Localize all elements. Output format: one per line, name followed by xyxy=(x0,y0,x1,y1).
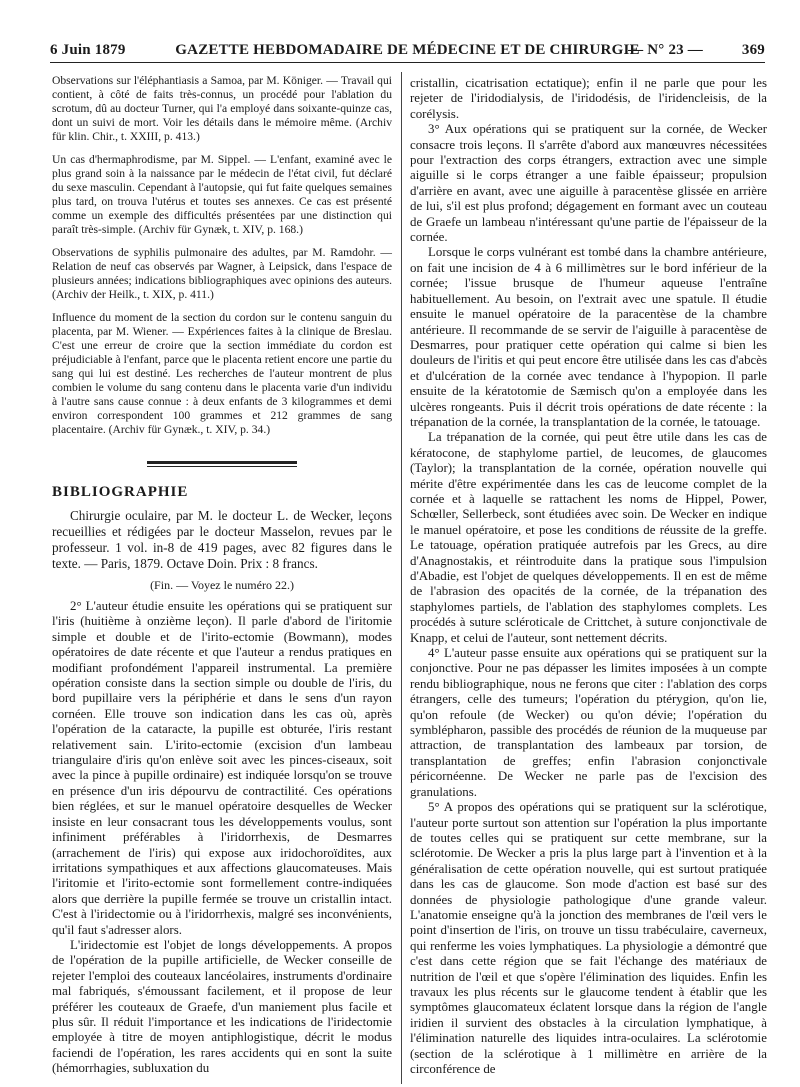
right-column xyxy=(410,76,767,1077)
bibliographic-entry: Chirurgie oculaire, par M. le docteur L. de Wecker, leçons recueillies et rédigées par le docteur Masselon, revues par le professeur. 1 vol. in-8 de 419 pages, avec 82 figures dans le texte. — Paris, 1879. Octave Doin. Prix : 8 francs. xyxy=(52,508,392,571)
abstract-note-syphilis: Observations de syphilis pulmonaire des adultes, par M. Ramdohr. — Relation de neuf cas observés par Wagner, à Leipsick, dans l'espace de plusieurs années; indications bibliographiques avec opinions des auteurs. (Archiv der Heilk., t. XIX, p. 411.) xyxy=(52,246,392,301)
review-paragraph-continuation: cristallin, cicatrisation ectatique); enfin il ne parle que pour les rejeter de l'iridodialysis, de l'iridodésis, de l'iridencleisis, de la corélysis. xyxy=(410,76,767,121)
header-journal-title: GAZETTE HEBDOMADAIRE DE MÉDECINE ET DE CHIRURGIE xyxy=(175,42,640,58)
abstract-note-elephantiasis: Observations sur l'éléphantiasis a Samoa, par M. Königer. — Travail qui contient, à côté de faits très-connus, un procédé pour l'ablation du scrotum, dû au docteur Turner, qui l'a employé dans soixante-quinze cas, dont un suivi de mort. Voir les détails dans le mémoire même. (Archiv für klin. Chir., t. XXIII, p. 413.) xyxy=(52,74,392,143)
continuation-note: (Fin. — Voyez le numéro 22.) xyxy=(150,578,294,592)
review-paragraph-sclerotique: 5° A propos des opérations qui se pratiquent sur la sclérotique, l'auteur porte surtout son attention sur l'opération la plus importante de toutes celles qui se pratiquent sur cette membrane, sur la sclérotomie. De Wecker a pris la plus large part à l'invention et à la généralisation de cette opération nouvelle, qui est surtout pratiquée dans les cas de glaucome. Son mode d'action est basé sur des données de physiologie pathologique d'une grande valeur. L'anatomie enseigne qu'à la jonction des membranes de l'œil vers le point d'insertion de l'iris, on trouve un tissu trabéculaire, caverneux, qui renferme les voies lymphatiques. La physiologie a démontré que c'est dans cette région que se fait l'échange des matériaux de nutrition de l'œil et que s'opère l'élimination des liquides. Enfin les travaux les plus récents sur le glaucome tendent à établir que les symptômes glaucomateux éclatent lorsque dans la région de l'angle iridien il survient des obstacles à la circulation lymphatique, à l'élimination naturelle des liquides intra-oculaires. La sclérotomie (section de la sclérotique à 1 millimètre en arrière de la circonférence de xyxy=(410,800,767,1076)
header-page-number: 369 xyxy=(741,42,765,58)
review-paragraph-chambre-anterieure: Lorsque le corps vulnérant est tombé dans la chambre antérieure, on fait une incision de 4 à 6 millimètres sur le bord inférieur de la cornée; l'issue brusque de l'humeur aqueuse l'entraîne habituellement. Au besoin, on l'extrait avec une spatule. Il étudie ensuite le manuel opératoire de la paracentèse de la chambre antérieure. Il recommande de se servir de l'aiguille à paracentèse de Desmarres, pour pratiquer cette opération qui calme si bien les douleurs de l'iritis et qui peut encore être utilisée dans les cas d'abcès et d'ulcération de la cornée avec tendance à l'hypopion. Il parle ensuite de la kératotomie de Sæmisch qu'on a employée dans les ulcères rongeants. Puis il décrit trois opérations de date récente : la trépanation de la cornée, la transplantation de la cornée, le tatouage. xyxy=(410,245,767,429)
abstract-note-hermaphrodisme: Un cas d'hermaphrodisme, par M. Sippel. — L'enfant, examiné avec le plus grand soin à la naissance par le médecin de l'état civil, fut déclaré du sexe masculin. Cependant à l'autopsie, qui fut faite quelques semaines plus tard, on trouva l'utérus et toutes ses annexes. Ce cas est présenté comme un exemple des difficultés présentées par une distinction qui paraît très-simple. (Archiv für Gynæk, t. XIV, p. 168.) xyxy=(52,153,392,236)
section-separator-rule xyxy=(147,461,297,467)
header-issue-number: — N° 23 — xyxy=(628,42,703,58)
running-header xyxy=(50,40,765,63)
review-paragraph-iridectomie: L'iridectomie est l'objet de longs développements. A propos de l'opération de la pupille artificielle, de Wecker conseille de rejeter l'emploi des couteaux lancéolaires, instruments d'ordinaire mal fabriqués, s'émoussant facilement, et il propose de leur préférer les couteaux de Graefe, d'un maniement plus facile et plus sûr. Il réduit l'importance et les indications de l'iridectomie employée à titre de moyen antiphlogistique, décrit le modus faciendi de l'opération, les rares accidents qui en sont la suite (hémorrhagies, subluxation du xyxy=(52,937,392,1076)
section-title-bibliographie: BIBLIOGRAPHIE xyxy=(52,484,189,500)
header-date: 6 Juin 1879 xyxy=(50,42,126,58)
review-paragraph-trepanation: La trépanation de la cornée, qui peut être utile dans les cas de kératocone, de staphylome partiel, de leucomes, de glaucomes (Taylor); la transplantation de la cornée, opération nouvelle qui mérite d'être expérimentée dans les cas de leucome complet de la cornée et à laquelle se rattachent les noms de Hippel, Power, Schœller, Sellerbeck, sont étudiées avec soin. De Wecker en indique le manuel opératoire, et pose les conditions de réussite de la greffe. Le tatouage, opération pratiquée autrefois par les Grecs, au dire d'Anagnostakis, et réintroduite dans la pratique sous l'impulsion d'Abadie, est l'objet de quelques développements. Il en est de même de l'abrasion des opacités de la cornée, de la trépanation des staphylomes partiels, de l'ablation des staphylomes complets. Les procédés à suture scléroticale de Crittchet, à suture conjonctivale de Knapp, et celui de l'auteur, sont nettement décrits. xyxy=(410,430,767,645)
review-paragraph-iris: 2° L'auteur étudie ensuite les opérations qui se pratiquent sur l'iris (huitième à onzième leçon). Il parle d'abord de l'iritomie simple et double et de l'irito-ectomie (Bowmann), modes opératoires de date récente et que l'auteur a rendus pratiques en modifiant profondément l'appareil instrumental. La première opération consiste dans la section simple ou double de l'iris, du bord pupillaire vers la périphérie et dans le sens d'un rayon cornéen. Elle trouve son indication dans les cas où, après l'opération de la cataracte, la pupille est obturée, l'iris restant relativement sain. L'irito-ectomie (excision d'un lambeau triangulaire d'iris qu'on enlève soit avec les pinces-ciseaux, soit avec la pince à pupille ordinaire) est indiquée lorsqu'on se trouve en présence d'un iris dépourvu de contractilité. Ces opérations bien réglées, et sur le manuel opératoire desquelles de Wecker insiste en leur consacrant tous les développements voulus, sont infiniment préférables à l'iridorrhexis, de Desmarres (arrachement de l'iris) qui expose aux iridochoroïdites, aux irritations sympathiques et aux affections glaucomateuses. Mais l'iritomie et l'irito-ectomie sont formellement contre-indiquées alors que derrière la pupille fermée se trouve un cristallin intact. C'est à l'iridectomie ou à l'iridorrhexis, malgré ses inconvénients, qu'il faut s'adresser alors. xyxy=(52,599,392,937)
review-paragraph-conjonctive: 4° L'auteur passe ensuite aux opérations qui se pratiquent sur la conjonctive. Pour ne pas dépasser les limites imposées à un compte rendu bibliographique, nous ne ferons que citer : l'ablation des corps étrangers, celle des tumeurs; l'opération du ptérygion, qu'on lie, qu'on refoule (de Wecker) ou qu'on dévie; l'opération du symblépharon, passible des procédés de réunion de la muqueuse par attraction, de transplantation des lambeaux par torsion, de transplantation de greffes; enfin l'abrasion conjonctivale péricornéenne. De Wecker ne parle pas de l'excision des granulations. xyxy=(410,646,767,799)
review-paragraph-cornee: 3° Aux opérations qui se pratiquent sur la cornée, de Wecker consacre trois leçons. Il s'arrête d'abord aux manœuvres nécessitées pour l'extraction des corps étrangers, extraction avec une simple aiguille si le corps étranger a une faible épaisseur; propulsion d'arrière en avant, avec une aiguille à paracentèse glissée en arrière de lui, s'il est plus profond; dégagement en formant avec un couteau de Graefe un lambeau n'intéressant qu'une partie de l'épaisseur de la cornée. xyxy=(410,122,767,245)
left-column xyxy=(52,74,392,1077)
column-divider xyxy=(401,72,402,1084)
abstract-note-cordon: Influence du moment de la section du cordon sur le contenu sanguin du placenta, par M. Wiener. — Expériences faites à la clinique de Breslau. C'est une erreur de croire que la section immédiate du cordon est préjudiciable à l'enfant, parce que le placenta retient encore une partie du sang qui lui est destiné. Les recherches de l'auteur montrent de plus combien le volume du sang contenu dans le placenta varie d'un individu à l'autre sans cause connue : à deux enfants de 3 kilogrammes et demi environ correspondent 100 grammes et 212 grammes de sang placentaire. (Archiv für Gynæk., t. XIV, p. 34.) xyxy=(52,311,392,436)
